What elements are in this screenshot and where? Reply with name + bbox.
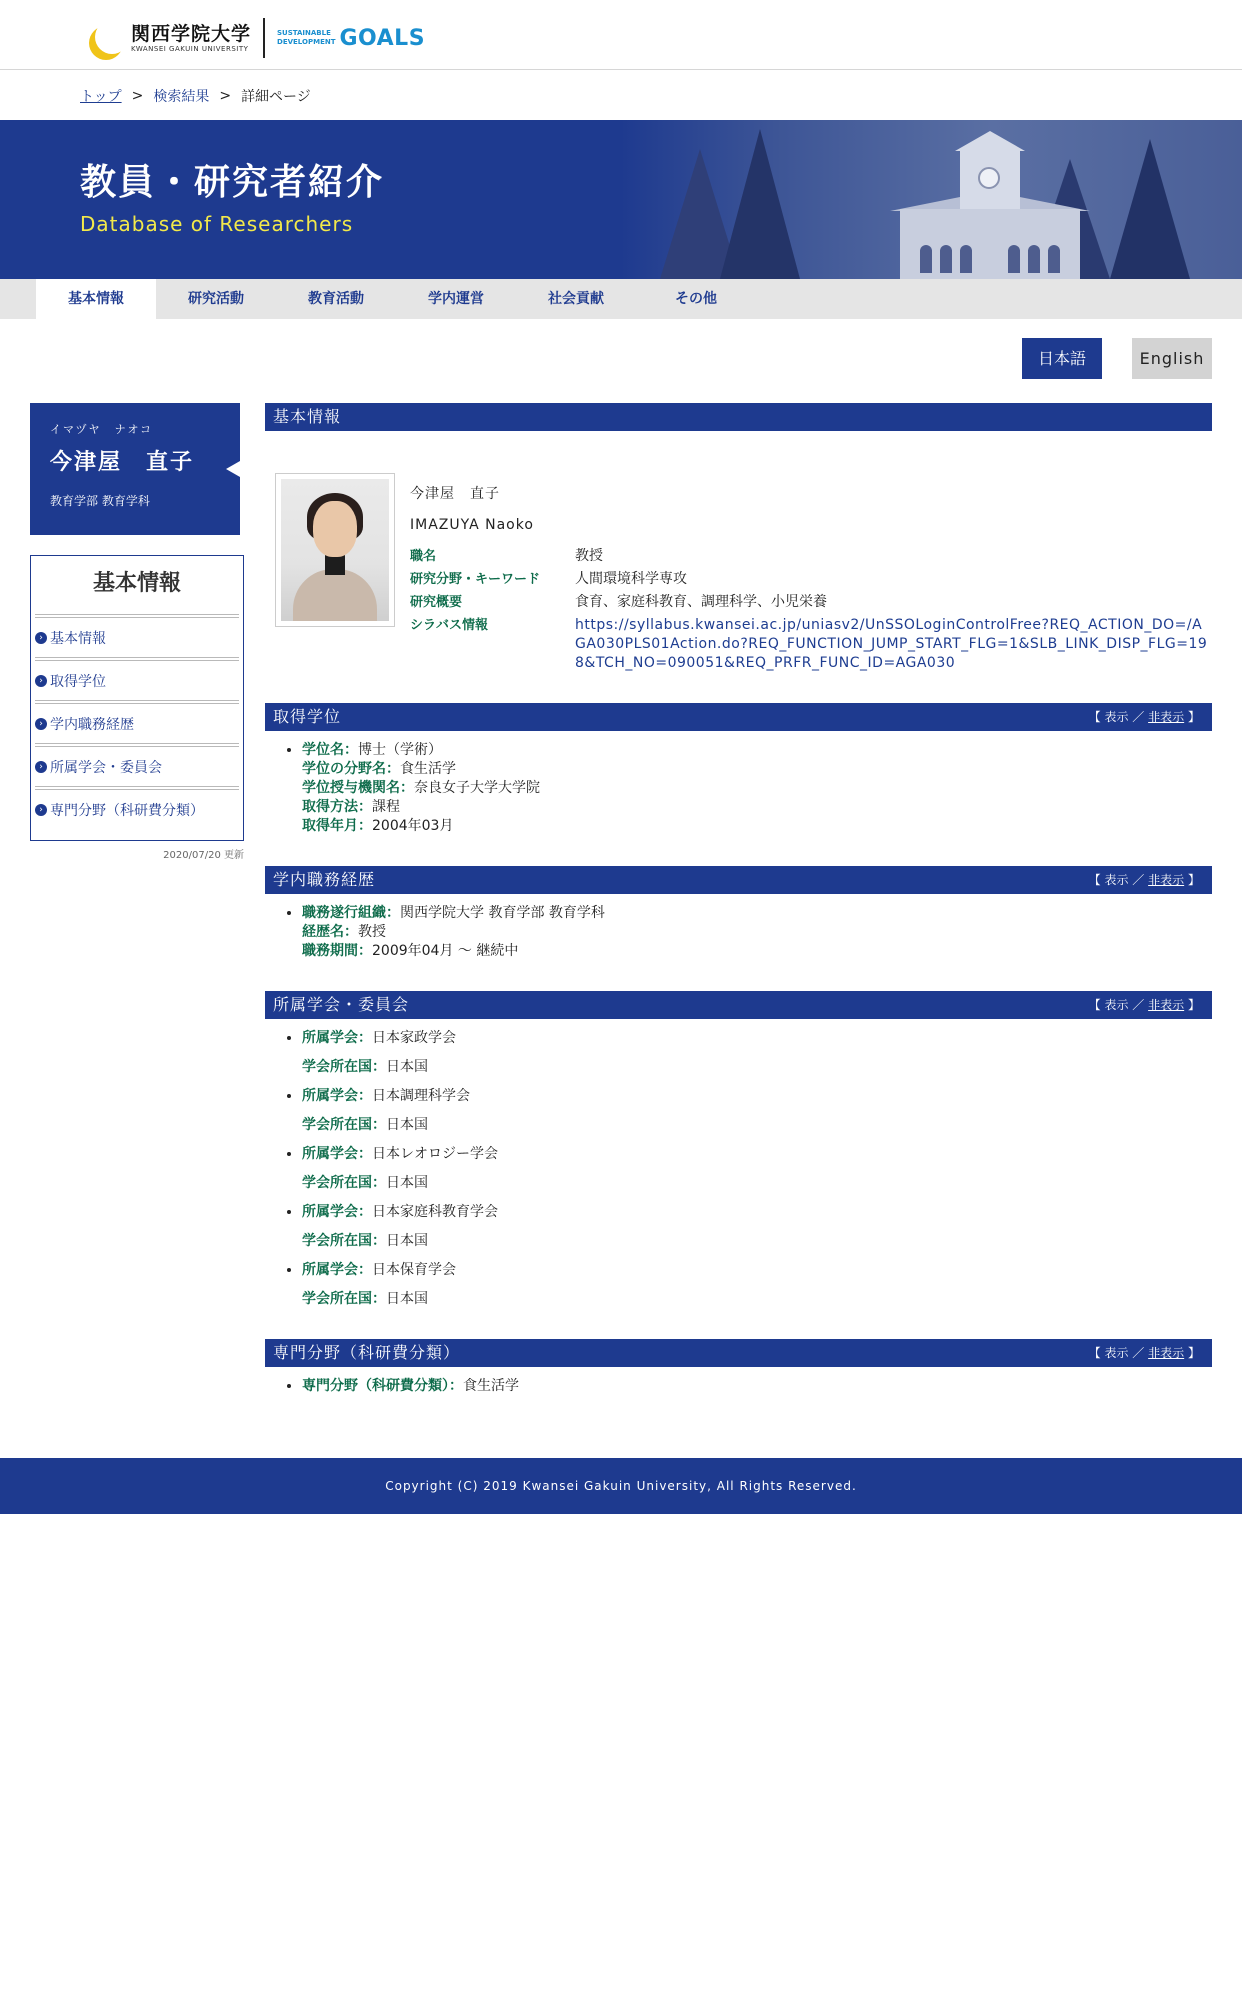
side-nav-item-career[interactable] (35, 700, 239, 743)
info-label: 研究概要 (410, 595, 463, 610)
page-subtitle: Database of Researchers (80, 212, 354, 236)
side-nav-item-label: 所属学会・委員会 (50, 759, 162, 776)
field-label: 経歴名： (302, 924, 358, 940)
field-value: 博士（学術） (358, 742, 442, 758)
toggle-slash: ／ (1132, 873, 1145, 887)
page-banner (0, 120, 1242, 279)
field-value: 食生活学 (463, 1378, 519, 1394)
building-image (900, 209, 1080, 279)
field-label: 所属学会： (302, 1204, 372, 1220)
profile-department: 教育学部 教育学科 (50, 494, 150, 508)
sdg-text-1: SUSTAINABLE (277, 29, 331, 37)
side-navigation (30, 555, 244, 841)
clock-tower-roof (955, 131, 1025, 151)
field-label: 所属学会： (302, 1262, 372, 1278)
field-value: 日本国 (386, 1233, 428, 1249)
bracket: 】 (1187, 998, 1200, 1012)
field-value: 関西学院大学 教育学部 教育学科 (400, 905, 605, 921)
main-tabs (0, 279, 1242, 319)
university-name-jp: 関西学院大学 (131, 23, 252, 45)
field-value: 食生活学 (400, 761, 456, 777)
side-nav-item-label: 専門分野（科研費分類） (50, 802, 204, 819)
sdg-text-2: DEVELOPMENT (277, 38, 336, 46)
section-toggle (1089, 703, 1200, 731)
japanese-language-button[interactable]: 日本語 (1022, 338, 1102, 379)
info-row-position (410, 547, 1210, 566)
info-row-research-summary (410, 593, 1210, 612)
side-nav-item-label: 基本情報 (50, 630, 106, 647)
section-header-specialty (265, 1339, 1212, 1367)
university-logo[interactable] (85, 18, 425, 58)
section-header-societies (265, 991, 1212, 1019)
tab-social-contribution[interactable]: 社会貢献 (548, 291, 604, 307)
show-link[interactable]: 表示 (1104, 710, 1129, 724)
info-row-syllabus (410, 616, 1210, 673)
profile-kana: イマヅヤ ナオコ (50, 423, 154, 436)
field-label: 学位授与機関名： (302, 780, 414, 796)
field-label: 職務期間： (302, 943, 372, 959)
section-toggle (1089, 991, 1200, 1019)
section-header-degree (265, 703, 1212, 731)
section-toggle (1089, 866, 1200, 894)
tab-other[interactable]: その他 (675, 291, 717, 307)
university-name-en: KWANSEI GAKUIN UNIVERSITY (131, 45, 249, 53)
profile-photo (275, 473, 395, 627)
breadcrumb-current: 詳細ページ (241, 89, 311, 105)
list-item (302, 1203, 1212, 1251)
bracket: 】 (1187, 1346, 1200, 1360)
section-title: 所属学会・委員会 (273, 995, 410, 1014)
field-label: 職務遂行組織： (302, 905, 400, 921)
sdg-logo (277, 26, 425, 51)
logo-divider (263, 18, 265, 58)
section-toggle (1089, 1339, 1200, 1367)
bracket: 【 (1088, 873, 1101, 887)
list-item (302, 904, 1212, 961)
field-value: 2004年03月 (372, 818, 454, 834)
info-value: 食育、家庭科教育、調理科学、小児栄養 (575, 594, 827, 610)
field-label: 学位名： (302, 742, 358, 758)
field-value: 日本家庭科教育学会 (372, 1204, 498, 1220)
basic-info-section (265, 431, 1212, 703)
side-nav-item-specialty[interactable] (35, 786, 239, 829)
bracket: 【 (1088, 998, 1101, 1012)
side-nav-item-label: 学内職務経歴 (50, 716, 134, 733)
list-item (302, 1029, 1212, 1077)
crescent-moon-icon (85, 18, 125, 58)
section-header-career (265, 866, 1212, 894)
field-value: 2009年04月 ～ 継続中 (372, 943, 519, 959)
bracket: 】 (1187, 873, 1200, 887)
top-header (0, 0, 1242, 70)
arrow-circle-icon: › (35, 761, 47, 773)
field-label: 専門分野（科研費分類）： (302, 1378, 463, 1394)
english-language-button[interactable]: English (1132, 338, 1212, 379)
career-list (265, 894, 1212, 991)
societies-list (265, 1019, 1212, 1339)
hide-link[interactable]: 非表示 (1148, 998, 1185, 1012)
field-label: 学会所在国： (302, 1233, 386, 1249)
list-item (302, 741, 1212, 836)
breadcrumb-separator: > (131, 88, 144, 104)
field-value: 日本調理科学会 (372, 1088, 470, 1104)
show-link[interactable]: 表示 (1104, 873, 1129, 887)
side-nav-item-basic-info[interactable] (35, 614, 239, 657)
main-content (265, 403, 1212, 1396)
tab-education[interactable]: 教育活動 (308, 291, 364, 307)
bracket: 】 (1187, 710, 1200, 724)
sdg-goals-text: GOALS (339, 25, 426, 51)
tab-basic-info[interactable]: 基本情報 (36, 279, 156, 319)
field-value: 教授 (358, 924, 386, 940)
section-title: 専門分野（科研費分類） (273, 1343, 461, 1362)
list-item (302, 1145, 1212, 1193)
field-value: 日本国 (386, 1291, 428, 1307)
breadcrumb-top-link[interactable]: トップ (80, 89, 122, 105)
breadcrumb (80, 86, 311, 106)
updated-date: 2020/07/20 更新 (163, 850, 244, 861)
field-value: 奈良女子大学大学院 (414, 780, 540, 796)
field-label: 取得年月： (302, 818, 372, 834)
toggle-slash: ／ (1132, 710, 1145, 724)
section-title: 学内職務経歴 (273, 870, 376, 889)
side-nav-title: 基本情報 (92, 571, 181, 596)
show-link[interactable]: 表示 (1104, 1346, 1129, 1360)
info-label: 研究分野・キーワード (410, 572, 541, 587)
specialty-list (265, 1367, 1212, 1396)
arrow-circle-icon: › (35, 804, 47, 816)
tree-image (720, 129, 800, 279)
field-label: 所属学会： (302, 1146, 372, 1162)
section-header-basic-info (265, 403, 1212, 431)
arrow-circle-icon: › (35, 718, 47, 730)
field-value: 課程 (372, 799, 400, 815)
field-label: 所属学会： (302, 1030, 372, 1046)
tab-administration[interactable]: 学内運営 (428, 291, 484, 307)
info-row-keywords (410, 570, 1210, 589)
hide-link[interactable]: 非表示 (1148, 710, 1185, 724)
card-pointer-arrow (226, 461, 240, 477)
field-label: 学会所在国： (302, 1175, 386, 1191)
info-label: シラバス情報 (410, 618, 489, 633)
field-value: 日本国 (386, 1175, 428, 1191)
profile-card (30, 403, 240, 535)
footer (0, 1458, 1242, 1514)
arrow-circle-icon: › (35, 632, 47, 644)
toggle-slash: ／ (1132, 1346, 1145, 1360)
info-value: 教授 (575, 548, 603, 564)
side-nav-item-societies[interactable] (35, 743, 239, 786)
list-item (302, 1087, 1212, 1135)
field-label: 取得方法： (302, 799, 372, 815)
tab-research[interactable]: 研究活動 (188, 291, 244, 307)
field-label: 学会所在国： (302, 1117, 386, 1133)
side-nav-item-label: 取得学位 (50, 673, 106, 690)
bracket: 【 (1088, 710, 1101, 724)
syllabus-link[interactable]: https://syllabus.kwansei.ac.jp/uniasv2/UnSSOLoginControlFree?REQ_ACTION_DO=/AGA030PLS01Action.do?REQ_FUNCTION_JUMP_START_FLG=1&SLB_LINK_DISP_FLG=198&TCH_NO=090051&REQ_PRFR_FUNC_ID=AGA030 (575, 617, 1208, 671)
clock-icon (978, 167, 1000, 189)
field-label: 学会所在国： (302, 1059, 386, 1075)
breadcrumb-separator: > (219, 88, 232, 104)
list-item (302, 1261, 1212, 1309)
field-label: 学会所在国： (302, 1291, 386, 1307)
list-item (302, 1377, 1212, 1396)
copyright-text: Copyright (C) 2019 Kwansei Gakuin University, All Rights Reserved. (385, 1479, 857, 1493)
field-label: 所属学会： (302, 1088, 372, 1104)
field-label: 学位の分野名： (302, 761, 400, 777)
toggle-slash: ／ (1132, 998, 1145, 1012)
section-title: 取得学位 (273, 707, 342, 726)
page-title: 教員・研究者紹介 (80, 162, 385, 203)
show-link[interactable]: 表示 (1104, 998, 1129, 1012)
side-nav-item-degree[interactable] (35, 657, 239, 700)
tree-image (1110, 139, 1190, 279)
info-value: 人間環境科学専攻 (575, 571, 687, 587)
degree-list (265, 731, 1212, 866)
name-en: IMAZUYA Naoko (410, 517, 534, 533)
field-value: 日本国 (386, 1117, 428, 1133)
field-value: 日本保育学会 (372, 1262, 456, 1278)
hide-link[interactable]: 非表示 (1148, 1346, 1185, 1360)
bracket: 【 (1088, 1346, 1101, 1360)
section-title: 基本情報 (273, 407, 342, 426)
field-value: 日本レオロジー学会 (372, 1146, 498, 1162)
field-value: 日本国 (386, 1059, 428, 1075)
breadcrumb-results-link[interactable]: 検索結果 (153, 89, 210, 105)
arrow-circle-icon: › (35, 675, 47, 687)
name-jp: 今津屋 直子 (410, 486, 500, 502)
hide-link[interactable]: 非表示 (1148, 873, 1185, 887)
profile-name: 今津屋 直子 (50, 450, 195, 475)
field-value: 日本家政学会 (372, 1030, 456, 1046)
info-label: 職名 (410, 549, 437, 564)
